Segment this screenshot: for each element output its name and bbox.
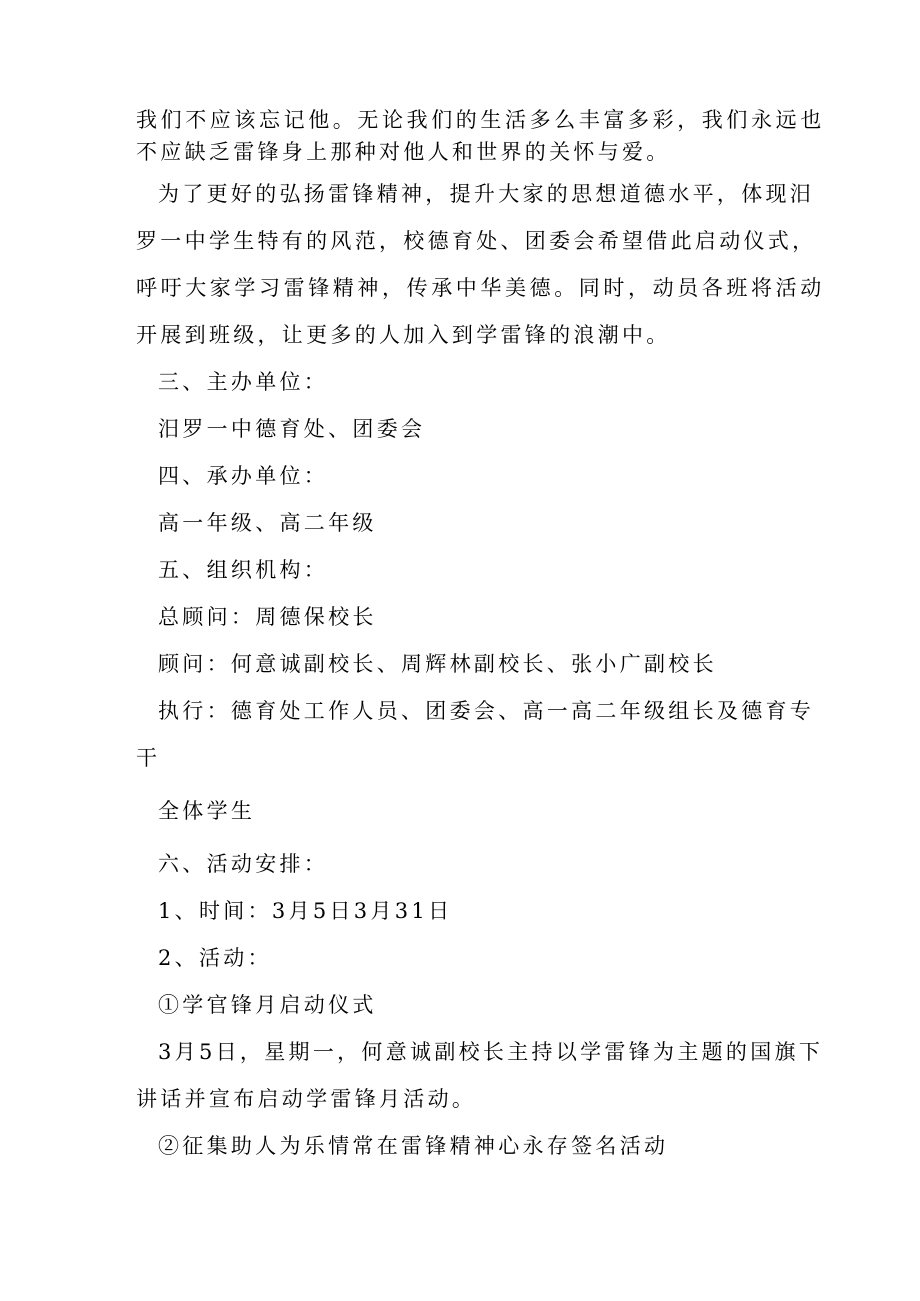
paragraph-line: 讲话并宣布启动学雷锋月活动。 <box>136 1087 477 1111</box>
paragraph-line: 为了更好的弘扬雷锋精神，提升大家的思想道德水平，体现汨 <box>158 182 815 206</box>
paragraph-line: 执行：德育处工作人员、团委会、高一高二年级组长及德育专 <box>158 699 815 723</box>
paragraph-line: 顾问：何意诚副校长、周辉林副校长、张小广副校长 <box>158 652 717 676</box>
paragraph-line: 全体学生 <box>158 799 256 823</box>
paragraph-line: 我们不应该忘记他。无论我们的生活多么丰富多彩，我们永远也 <box>136 108 825 132</box>
paragraph-line: 汨罗一中德育处、团委会 <box>158 417 426 441</box>
section-heading: 三、主办单位： <box>158 370 329 394</box>
paragraph-line: 干 <box>136 746 161 770</box>
paragraph-line: 总顾问：周德保校长 <box>158 605 377 629</box>
section-heading: 四、承办单位： <box>158 464 329 488</box>
paragraph-line: 1、时间：3月5日3月31日 <box>158 899 453 923</box>
section-heading: 五、组织机构： <box>158 558 329 582</box>
paragraph-line: 呼吁大家学习雷锋精神，传承中华美德。同时，动员各班将活动 <box>136 276 825 300</box>
paragraph-line: 罗一中学生特有的风范，校德育处、团委会希望借此启动仪式， <box>136 229 817 253</box>
paragraph-line: ②征集助人为乐情常在雷锋精神心永存签名活动 <box>158 1134 669 1158</box>
paragraph-line: 不应缺乏雷锋身上那种对他人和世界的关怀与爱。 <box>136 140 671 164</box>
paragraph-line: 开展到班级，让更多的人加入到学雷锋的浪潮中。 <box>136 323 671 347</box>
paragraph-line: 高一年级、高二年级 <box>158 511 377 535</box>
section-heading: 六、活动安排： <box>158 852 329 876</box>
paragraph-line: 2、活动： <box>158 946 272 970</box>
paragraph-line: 3月5日，星期一，何意诚副校长主持以学雷锋为主题的国旗下 <box>158 1040 824 1064</box>
paragraph-line: ①学官锋月启动仪式 <box>158 993 377 1017</box>
